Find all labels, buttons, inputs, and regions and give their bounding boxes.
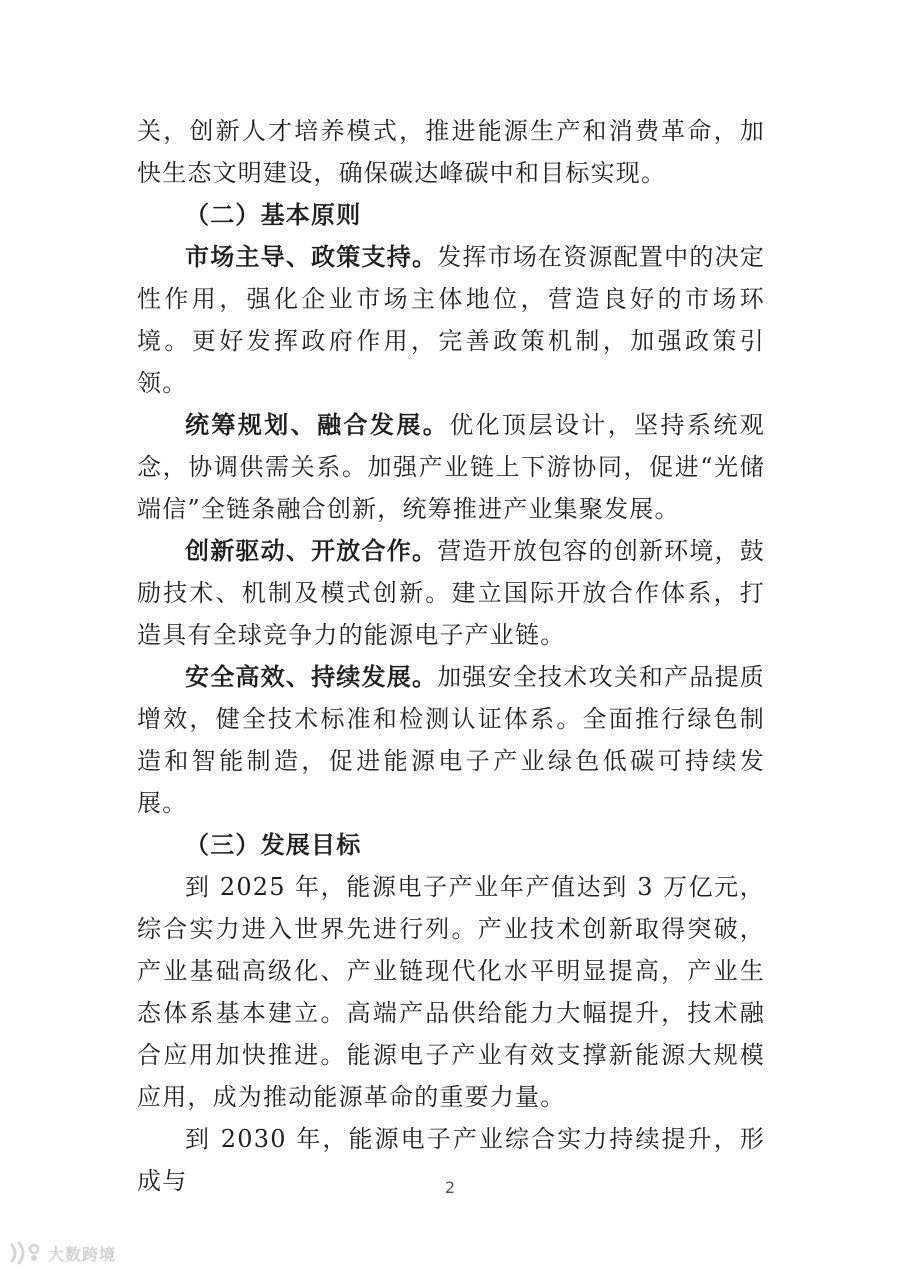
paragraph-lead: 市场主导、政策支持。 [185, 242, 438, 271]
paragraph-text: 营造开放包容的创新环境，鼓励技术、机制及模式创新。建立国际开放合作体系，打造具有全球竞争力的能源电子产业链。 [137, 537, 765, 649]
paragraph-text: 关，创新人才培养模式，推进能源生产和消费革命，加快生态文明建设，确保碳达峰碳中和目标实现。 [137, 117, 765, 187]
watermark [8, 1240, 116, 1266]
paragraph-continuation [137, 110, 765, 194]
section-heading-principles: （二）基本原则 [185, 200, 362, 229]
paragraph-text: 到 2025 年，能源电子产业年产值达到 3 万亿元，综合实力进入世界先进行列。产业技术创新取得突破，产业基础高级化、产业链现代化水平明显提高，产业生态体系基本建立。高端产品供给能力大幅提升，技术融合应用加快推进。能源电子产业有效支撑新能源大规模应用，成为推动能源革命的重要力量。 [137, 873, 765, 1111]
paragraph-goal-2025 [137, 866, 765, 1118]
paragraph-text: 到 2030 年，能源电子产业综合实力持续提升，形成与 [137, 1125, 765, 1195]
paragraph-principle-market [137, 236, 765, 404]
document-body [137, 110, 765, 1202]
paragraph-text: 发挥市场在资源配置中的决定性作用，强化企业市场主体地位，营造良好的市场环境。更好发挥政府作用，完善政策机制，加强政策引领。 [137, 243, 765, 397]
paragraph-principle-safety [137, 656, 765, 824]
signal-wave-icon [8, 1241, 42, 1265]
paragraph-lead: 统筹规划、融合发展。 [185, 410, 450, 439]
watermark-text: 大数跨境 [48, 1244, 117, 1264]
paragraph-principle-innovation [137, 530, 765, 656]
paragraph-text: 优化顶层设计，坚持系统观念，协调供需关系。加强产业链上下游协同，促进“光储端信”全链条融合创新，统筹推进产业集聚发展。 [137, 411, 765, 523]
paragraph-lead: 创新驱动、开放合作。 [185, 536, 438, 565]
page-number: 2 [444, 1178, 456, 1197]
paragraph-text: 加强安全技术攻关和产品提质增效，健全技术标准和检测认证体系。全面推行绿色制造和智能制造，促进能源电子产业绿色低碳可持续发展。 [137, 663, 765, 817]
section-heading-goals: （三）发展目标 [185, 830, 362, 859]
paragraph-lead: 安全高效、持续发展。 [185, 662, 438, 691]
paragraph-principle-planning [137, 404, 765, 530]
